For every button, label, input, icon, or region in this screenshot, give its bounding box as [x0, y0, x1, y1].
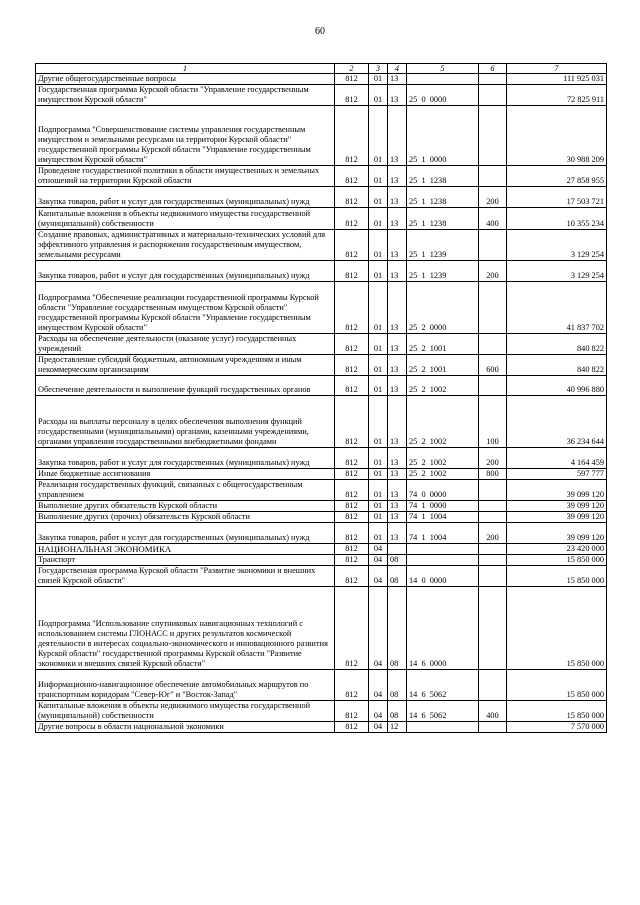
section-code-cell: 04 — [369, 566, 388, 587]
section-code-cell: 01 — [369, 282, 388, 334]
row-name-cell: Выполнение других обязательств Курской области — [36, 501, 335, 512]
amount-cell: 7 570 000 — [507, 722, 607, 733]
section-code-cell: 01 — [369, 396, 388, 448]
target-article-cell: 25 0 0000 — [407, 85, 479, 106]
amount-cell: 30 988 209 — [507, 106, 607, 166]
table-row — [36, 208, 607, 230]
table-row — [36, 722, 607, 733]
target-article-cell: 74 0 0000 — [407, 480, 479, 501]
target-article-cell: 25 2 1002 — [407, 448, 479, 469]
gr-code-cell: 812 — [335, 587, 369, 670]
expense-type-cell — [479, 544, 507, 555]
expense-type-cell — [479, 555, 507, 566]
table-row — [36, 501, 607, 512]
expense-type-cell: 400 — [479, 701, 507, 722]
expense-type-cell — [479, 230, 507, 261]
column-header: 6 — [479, 64, 507, 74]
amount-cell: 15 850 000 — [507, 670, 607, 701]
expense-type-cell — [479, 587, 507, 670]
gr-code-cell: 812 — [335, 544, 369, 555]
section-code-cell: 01 — [369, 230, 388, 261]
gr-code-cell: 812 — [335, 334, 369, 355]
amount-cell: 17 503 721 — [507, 187, 607, 208]
section-code-cell: 01 — [369, 501, 388, 512]
target-article-cell: 74 1 1004 — [407, 523, 479, 544]
row-name-cell: Закупка товаров, работ и услуг для государственных (муниципальных) нужд — [36, 523, 335, 544]
subsection-code-cell: 13 — [388, 261, 407, 282]
gr-code-cell: 812 — [335, 501, 369, 512]
table-row — [36, 587, 607, 670]
gr-code-cell: 812 — [335, 376, 369, 396]
subsection-code-cell: 13 — [388, 448, 407, 469]
target-article-cell: 25 2 1002 — [407, 396, 479, 448]
expense-type-cell: 200 — [479, 187, 507, 208]
subsection-code-cell: 13 — [388, 376, 407, 396]
section-code-cell: 01 — [369, 469, 388, 480]
subsection-code-cell: 13 — [388, 480, 407, 501]
column-header: 3 — [369, 64, 388, 74]
row-name-cell: Проведение государственной политики в области имущественных и земельных отношений на территории Курской области — [36, 166, 335, 187]
expense-type-cell — [479, 670, 507, 701]
amount-cell: 39 099 120 — [507, 523, 607, 544]
page-number: 60 — [315, 26, 325, 37]
gr-code-cell: 812 — [335, 555, 369, 566]
expense-type-cell — [479, 501, 507, 512]
target-article-cell: 74 1 1004 — [407, 512, 479, 523]
section-code-cell: 01 — [369, 208, 388, 230]
table-row — [36, 261, 607, 282]
section-code-cell: 01 — [369, 85, 388, 106]
section-code-cell: 01 — [369, 355, 388, 376]
row-name-cell: Подпрограмма "Использование спутниковых навигационных технологий с использованием системы ГЛОНАСС и других результатов космической деятельности в интересах социально-экономического и инновационного развития Курской области" государственной программы Курской области "Развитие экономики и внешних связей Курской области" — [36, 587, 335, 670]
amount-cell: 39 099 120 — [507, 480, 607, 501]
gr-code-cell: 812 — [335, 480, 369, 501]
gr-code-cell: 812 — [335, 74, 369, 85]
amount-cell: 840 822 — [507, 334, 607, 355]
expense-type-cell — [479, 480, 507, 501]
amount-cell: 72 825 911 — [507, 85, 607, 106]
table-row — [36, 282, 607, 334]
section-code-cell: 04 — [369, 555, 388, 566]
target-article-cell: 14 6 5062 — [407, 701, 479, 722]
table-row — [36, 480, 607, 501]
row-name-cell: Государственная программа Курской области "Управление государственным имуществом Курской области" — [36, 85, 335, 106]
target-article-cell: 25 2 1002 — [407, 376, 479, 396]
subsection-code-cell: 12 — [388, 722, 407, 733]
row-name-cell: Другие вопросы в области национальной экономики — [36, 722, 335, 733]
subsection-code-cell: 13 — [388, 74, 407, 85]
row-name-cell: Создание правовых, административных и материально-технических условий для эффективного управления и распоряжения государственным имуществом, земельными ресурсами — [36, 230, 335, 261]
amount-cell: 36 234 644 — [507, 396, 607, 448]
row-name-cell: Другие общегосударственные вопросы — [36, 74, 335, 85]
target-article-cell — [407, 544, 479, 555]
subsection-code-cell: 08 — [388, 587, 407, 670]
header-row — [36, 64, 607, 74]
gr-code-cell: 812 — [335, 469, 369, 480]
row-name-cell: Закупка товаров, работ и услуг для государственных (муниципальных) нужд — [36, 261, 335, 282]
gr-code-cell: 812 — [335, 230, 369, 261]
table-row — [36, 523, 607, 544]
table-row — [36, 544, 607, 555]
subsection-code-cell — [388, 544, 407, 555]
row-name-cell: Информационно-навигационное обеспечение автомобильных маршрутов по транспортным коридорам "Север-Юг" и "Восток-Запад" — [36, 670, 335, 701]
section-code-cell: 01 — [369, 480, 388, 501]
section-code-cell: 01 — [369, 106, 388, 166]
section-code-cell: 01 — [369, 334, 388, 355]
expense-type-cell: 200 — [479, 261, 507, 282]
target-article-cell: 25 2 1002 — [407, 469, 479, 480]
table-row — [36, 566, 607, 587]
expense-type-cell — [479, 106, 507, 166]
amount-cell: 111 925 031 — [507, 74, 607, 85]
gr-code-cell: 812 — [335, 396, 369, 448]
section-code-cell: 01 — [369, 166, 388, 187]
gr-code-cell: 812 — [335, 208, 369, 230]
target-article-cell: 14 0 0000 — [407, 566, 479, 587]
subsection-code-cell: 13 — [388, 208, 407, 230]
target-article-cell: 14 6 5062 — [407, 670, 479, 701]
row-name-cell: НАЦИОНАЛЬНАЯ ЭКОНОМИКА — [36, 544, 335, 555]
table-row — [36, 396, 607, 448]
column-header: 2 — [335, 64, 369, 74]
column-header: 7 — [507, 64, 607, 74]
expense-type-cell — [479, 74, 507, 85]
gr-code-cell: 812 — [335, 106, 369, 166]
target-article-cell: 14 6 0000 — [407, 587, 479, 670]
section-code-cell: 04 — [369, 544, 388, 555]
expense-type-cell — [479, 566, 507, 587]
expense-type-cell — [479, 512, 507, 523]
expense-type-cell: 400 — [479, 208, 507, 230]
section-code-cell: 01 — [369, 448, 388, 469]
section-code-cell: 04 — [369, 722, 388, 733]
section-code-cell: 04 — [369, 670, 388, 701]
subsection-code-cell: 08 — [388, 555, 407, 566]
gr-code-cell: 812 — [335, 701, 369, 722]
row-name-cell: Выполнение других (прочих) обязательств Курской области — [36, 512, 335, 523]
table-row — [36, 166, 607, 187]
table-row — [36, 512, 607, 523]
amount-cell: 15 850 000 — [507, 566, 607, 587]
target-article-cell: 25 2 1001 — [407, 334, 479, 355]
amount-cell: 3 129 254 — [507, 261, 607, 282]
section-code-cell: 01 — [369, 512, 388, 523]
expense-type-cell — [479, 85, 507, 106]
amount-cell: 39 099 120 — [507, 501, 607, 512]
amount-cell: 4 164 459 — [507, 448, 607, 469]
target-article-cell: 25 1 1238 — [407, 208, 479, 230]
subsection-code-cell: 13 — [388, 512, 407, 523]
subsection-code-cell: 13 — [388, 501, 407, 512]
gr-code-cell: 812 — [335, 722, 369, 733]
subsection-code-cell: 08 — [388, 701, 407, 722]
table-body — [36, 74, 607, 733]
subsection-code-cell: 13 — [388, 85, 407, 106]
gr-code-cell: 812 — [335, 282, 369, 334]
gr-code-cell: 812 — [335, 261, 369, 282]
gr-code-cell: 812 — [335, 355, 369, 376]
gr-code-cell: 812 — [335, 187, 369, 208]
gr-code-cell: 812 — [335, 670, 369, 701]
amount-cell: 41 837 702 — [507, 282, 607, 334]
subsection-code-cell: 13 — [388, 187, 407, 208]
target-article-cell: 25 1 1238 — [407, 187, 479, 208]
row-name-cell: Государственная программа Курской области "Развитие экономики и внешних связей Курской области" — [36, 566, 335, 587]
amount-cell: 39 099 120 — [507, 512, 607, 523]
target-article-cell: 25 1 1238 — [407, 166, 479, 187]
gr-code-cell: 812 — [335, 166, 369, 187]
table-row — [36, 187, 607, 208]
target-article-cell: 25 1 1239 — [407, 261, 479, 282]
table-row — [36, 670, 607, 701]
subsection-code-cell: 13 — [388, 396, 407, 448]
amount-cell: 23 420 000 — [507, 544, 607, 555]
subsection-code-cell: 13 — [388, 355, 407, 376]
amount-cell: 15 850 000 — [507, 701, 607, 722]
table-row — [36, 230, 607, 261]
table-row — [36, 701, 607, 722]
expense-type-cell — [479, 282, 507, 334]
table-row — [36, 469, 607, 480]
table-row — [36, 106, 607, 166]
row-name-cell: Иные бюджетные ассигнования — [36, 469, 335, 480]
row-name-cell: Закупка товаров, работ и услуг для государственных (муниципальных) нужд — [36, 448, 335, 469]
expense-type-cell — [479, 722, 507, 733]
target-article-cell: 25 2 0000 — [407, 282, 479, 334]
row-name-cell: Подпрограмма "Обеспечение реализации государственной программы Курской области "Управление государственным имуществом Курской области" государственной программы Курской области "Управление государственным имуществом Курской области" — [36, 282, 335, 334]
section-code-cell: 01 — [369, 74, 388, 85]
section-code-cell: 04 — [369, 701, 388, 722]
table-row — [36, 74, 607, 85]
gr-code-cell: 812 — [335, 523, 369, 544]
row-name-cell: Расходы на выплаты персоналу в целях обеспечения выполнения функций государственными (муниципальными) органами, казенными учреждениями, органами управления государственными внебюджетными фондами — [36, 396, 335, 448]
row-name-cell: Транспорт — [36, 555, 335, 566]
amount-cell: 15 850 000 — [507, 555, 607, 566]
table-row — [36, 448, 607, 469]
expense-type-cell — [479, 334, 507, 355]
subsection-code-cell: 13 — [388, 334, 407, 355]
expense-type-cell: 100 — [479, 396, 507, 448]
column-header: 1 — [36, 64, 335, 74]
target-article-cell: 74 1 0000 — [407, 501, 479, 512]
row-name-cell: Реализация государственных функций, связанных с общегосударственным управлением — [36, 480, 335, 501]
row-name-cell: Предоставление субсидий бюджетным, автономным учреждениям и иным некоммерческим организациям — [36, 355, 335, 376]
column-header: 4 — [388, 64, 407, 74]
section-code-cell: 01 — [369, 523, 388, 544]
amount-cell: 15 850 000 — [507, 587, 607, 670]
target-article-cell: 25 1 1239 — [407, 230, 479, 261]
table-row — [36, 555, 607, 566]
table-row — [36, 376, 607, 396]
amount-cell: 840 822 — [507, 355, 607, 376]
target-article-cell — [407, 74, 479, 85]
budget-table — [35, 63, 607, 733]
table-row — [36, 85, 607, 106]
gr-code-cell: 812 — [335, 566, 369, 587]
row-name-cell: Подпрограмма "Совершенствование системы управления государственным имуществом и земельными ресурсами на территории Курской области" государственной программы Курской области "Управление государственным имуществом Курской области" — [36, 106, 335, 166]
target-article-cell: 25 2 1001 — [407, 355, 479, 376]
section-code-cell: 04 — [369, 587, 388, 670]
amount-cell: 3 129 254 — [507, 230, 607, 261]
section-code-cell: 01 — [369, 261, 388, 282]
expense-type-cell — [479, 166, 507, 187]
target-article-cell — [407, 555, 479, 566]
subsection-code-cell: 08 — [388, 670, 407, 701]
subsection-code-cell: 13 — [388, 230, 407, 261]
amount-cell: 597 777 — [507, 469, 607, 480]
row-name-cell: Обеспечение деятельности и выполнение функций государственных органов — [36, 376, 335, 396]
subsection-code-cell: 13 — [388, 282, 407, 334]
expense-type-cell — [479, 376, 507, 396]
row-name-cell: Капитальные вложения в объекты недвижимого имущества государственной (муниципальной) собственности — [36, 208, 335, 230]
gr-code-cell: 812 — [335, 85, 369, 106]
subsection-code-cell: 13 — [388, 166, 407, 187]
row-name-cell: Закупка товаров, работ и услуг для государственных (муниципальных) нужд — [36, 187, 335, 208]
amount-cell: 27 858 955 — [507, 166, 607, 187]
expense-type-cell: 600 — [479, 355, 507, 376]
section-code-cell: 01 — [369, 376, 388, 396]
target-article-cell: 25 1 0000 — [407, 106, 479, 166]
amount-cell: 40 996 880 — [507, 376, 607, 396]
table-row — [36, 355, 607, 376]
table-row — [36, 334, 607, 355]
subsection-code-cell: 08 — [388, 566, 407, 587]
target-article-cell — [407, 722, 479, 733]
section-code-cell: 01 — [369, 187, 388, 208]
row-name-cell: Капитальные вложения в объекты недвижимого имущества государственной (муниципальной) собственности — [36, 701, 335, 722]
subsection-code-cell: 13 — [388, 469, 407, 480]
gr-code-cell: 812 — [335, 448, 369, 469]
expense-type-cell: 200 — [479, 523, 507, 544]
amount-cell: 10 355 234 — [507, 208, 607, 230]
expense-type-cell: 800 — [479, 469, 507, 480]
expense-type-cell: 200 — [479, 448, 507, 469]
column-header: 5 — [407, 64, 479, 74]
row-name-cell: Расходы на обеспечение деятельности (оказание услуг) государственных учреждений — [36, 334, 335, 355]
subsection-code-cell: 13 — [388, 523, 407, 544]
subsection-code-cell: 13 — [388, 106, 407, 166]
gr-code-cell: 812 — [335, 512, 369, 523]
